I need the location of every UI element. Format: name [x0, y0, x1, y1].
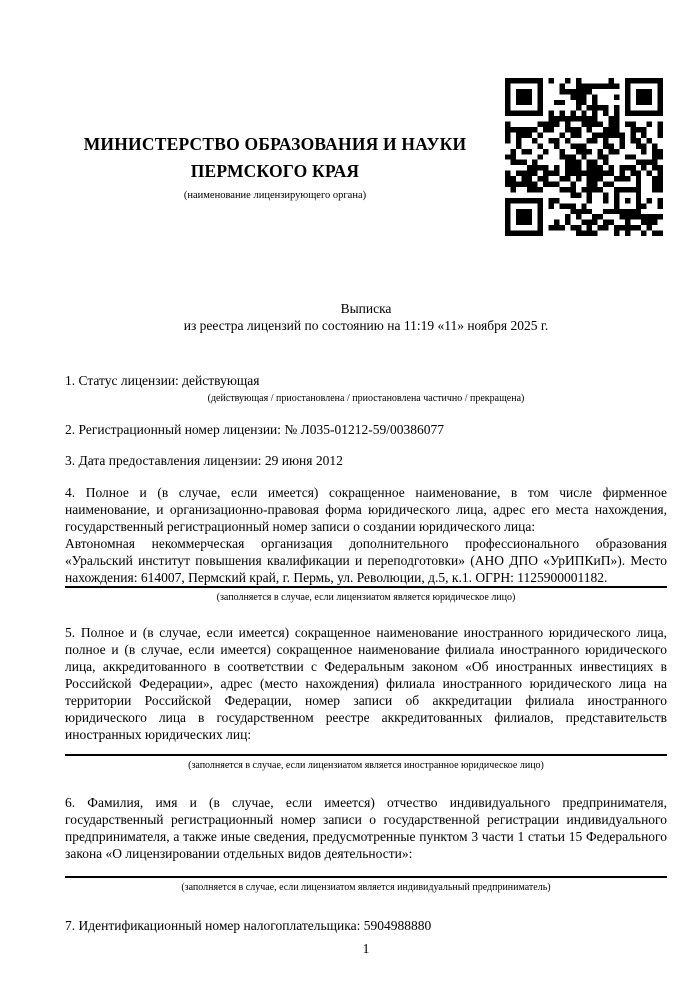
item-5-foreign-entity-label: 5. Полное и (в случае, если имеется) сокращенное наименование иностранного юридического лица, полное и (в случае, если имеется) сокращенное наименование филиала иностранного юридического лица, аккредитованного в соответствии с Федеральным законом «Об иностранных инвестициях в Российской Федерации», адрес (место нахождения) филиала иностранного юридического лица на территории Российской Федерации, номер записи об аккредитации филиала иностранного юридического лица в государственном реестре аккредитованных филиалов, представительств иностранных юридических лиц:	[65, 625, 667, 742]
item-4-legal-entity-value: Автономная некоммерческая организация дополнительного профессионального образования «Уральский институт повышения квалификации и переподготовки» (АНО ДПО «УрИПКиП»). Место нахождения: 614007, Пермский край, г. Пермь, ул. Революции, д.5, к.1. ОГРН: 1125900001182.	[65, 536, 667, 585]
item-2-registration-number: 2. Регистрационный номер лицензии: № Л035-01212-59/00386077	[65, 422, 445, 437]
ministry-name-line1: МИНИСТЕРСТВО ОБРАЗОВАНИЯ И НАУКИ	[83, 134, 467, 154]
ministry-name-line2: ПЕРМСКОГО КРАЯ	[190, 161, 360, 181]
document-header	[0, 0, 700, 280]
item-6-caption: (заполняется в случае, если лицензиатом является индивидуальный предприниматель)	[181, 882, 551, 893]
item-1-license-status: 1. Статус лицензии: действующая	[65, 373, 260, 388]
item-5-underline	[65, 754, 667, 756]
item-3-grant-date: 3. Дата предоставления лицензии: 29 июня 2012	[65, 453, 343, 468]
item-6-underline	[65, 876, 667, 878]
document-body	[0, 300, 700, 957]
item-4-caption: (заполняется в случае, если лицензиатом является юридическое лицо)	[216, 592, 516, 603]
item-4-legal-entity-label: 4. Полное и (в случае, если имеется) сокращенное наименование, в том числе фирменное наименование, и организационно-правовая форма юридического лица, адрес его места нахождения, государственный регистрационный номер записи о создании юридического лица:	[65, 485, 667, 534]
item-1-caption: (действующая / приостановлена / приостановлена частично / прекращена)	[207, 393, 525, 404]
item-5-caption: (заполняется в случае, если лицензиатом является иностранное юридическое лицо)	[188, 760, 544, 771]
authority-caption: (наименование лицензирующего органа)	[183, 190, 367, 201]
extract-subtitle: из реестра лицензий по состоянию на 11:19 «11» ноября 2025 г.	[183, 318, 549, 333]
licensing-authority-block	[60, 131, 490, 202]
item-4-underline	[65, 586, 667, 588]
extract-title: Выписка	[340, 301, 392, 316]
item-7-taxpayer-number: 7. Идентификационный номер налогоплательщика: 5904988880	[65, 918, 432, 933]
extract-title-block	[65, 300, 667, 334]
qr-code-icon	[505, 78, 663, 236]
page-number: 1	[362, 941, 370, 956]
item-6-entrepreneur-label: 6. Фамилия, имя и (в случае, если имеется) отчество индивидуального предпринимателя, государственный регистрационный номер записи о государственной регистрации индивидуального предпринимателя, а также иные сведения, предусмотренные пунктом 3 части 1 статьи 15 Федерального закона «О лицензировании отдельных видов деятельности»:	[65, 795, 667, 861]
